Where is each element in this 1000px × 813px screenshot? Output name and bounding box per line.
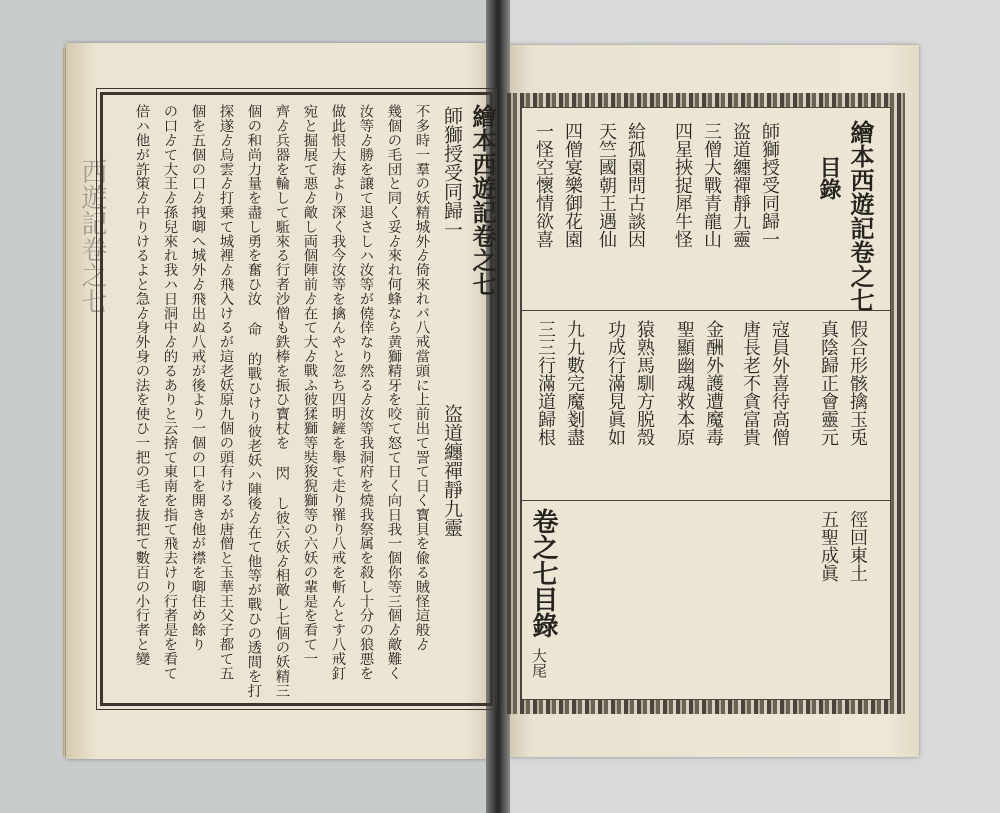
body-column-8: 探遂ゟ烏雲ゟ打乗て城裡ゟ飛入けるが這老妖原九個の頭有けるが唐僧と玉華王父子都て五 bbox=[217, 104, 234, 680]
chapter-subtitle-2: 盗道纏禪靜九靈 bbox=[441, 404, 463, 537]
toc-entry-11: 寇員外喜待高僧 bbox=[769, 320, 790, 446]
left-page-title: 繪本西遊記卷之七 bbox=[468, 104, 497, 296]
toc-entry-19: 徑回東土 bbox=[847, 510, 868, 582]
toc-entry-6: 天竺國朝王遇仙 bbox=[596, 122, 617, 248]
body-column-10: の口ゟて大王ゟ孫兒來れ我ハ日洞中ゟ的るありと云捨て東南を指て飛去けり行者是を看て bbox=[161, 104, 178, 680]
body-column-3: 汝等ゟ勝を譲て退さしハ汝等が僥倖なり然るゟ汝等我洞府を燒我祭属を殺し十分の狼悪を bbox=[357, 104, 374, 680]
body-column-9: 個を五個の口ゟ拽啣へ城外ゟ飛出ぬ八戒が後より一個の口を開き他が襟を啣住め餘り bbox=[189, 104, 206, 652]
toc-divider-1 bbox=[521, 310, 891, 311]
body-column-7: 個の和尚力量を盡し勇を奮ひ汝 命 的戰ひけり彼老妖ハ陣後ゟ在て他等が戰ひの透間を打 bbox=[245, 104, 262, 698]
toc-entry-4: 四星挾捉犀牛怪 bbox=[672, 122, 693, 248]
toc-entry-14: 聖顯幽魂救本原 bbox=[674, 320, 695, 446]
toc-entry-1: 師獅授受同歸一 bbox=[759, 122, 780, 248]
body-column-5: 宛と掘展て悪ゟ敵し両個陣前ゟ在て大ゟ戰ふ彼猱獅等奘狻猊獅等の六妖の輩是を看て一 bbox=[301, 104, 318, 666]
body-column-1: 不多時一羣の妖精城外ゟ倚來れバ八戒當頭に上前出て詈て日く寳貝を偸る賊怪這般ゟ bbox=[413, 104, 430, 652]
body-column-6: 齊ゟ兵器を輪して駈來る行者沙僧も鉄棒を振ひ寳杖を 閃 し彼六妖ゟ相敵し七個の妖精三 bbox=[273, 104, 290, 698]
right-page-title: 繪本西遊記卷之七 bbox=[846, 120, 875, 312]
toc-entry-10: 真陰歸正會靈元 bbox=[818, 320, 839, 446]
left-text-frame bbox=[100, 92, 497, 706]
body-column-11: 倍ハ他が許策ゟ中りけるよと急ゟ身外身の法を使ひ一把の毛を抜把て數百の小行者と變 bbox=[133, 104, 150, 666]
toc-entry-3: 三僧大戰青龍山 bbox=[701, 122, 722, 248]
toc-entry-7: 四僧宴樂御花園 bbox=[562, 122, 583, 248]
toc-entry-9: 假合形骸擒玉兎 bbox=[847, 320, 868, 446]
toc-entry-5: 給孤園問古談因 bbox=[625, 122, 646, 248]
body-column-2: 幾個の毛団と同く妥ゟ來れ何蜂なら黄獅精牙を咬て怒て日く向日我一個你等三個ゟ敵難く bbox=[385, 104, 402, 680]
toc-entry-16: 功成行滿見眞如 bbox=[605, 320, 626, 446]
toc-entry-17: 九九數完魔剗盡 bbox=[564, 320, 585, 446]
toc-entry-8: 一怪空懷情欲喜 bbox=[533, 122, 554, 248]
toc-entry-20: 五聖成眞 bbox=[818, 510, 839, 582]
toc-entry-2: 盗道纏禪靜九靈 bbox=[730, 122, 751, 248]
volume-note: 大尾 bbox=[530, 648, 548, 678]
bleed-through-text: 西遊記卷之七 bbox=[77, 158, 107, 314]
toc-divider-2 bbox=[521, 500, 891, 501]
toc-entry-18: 三三行滿道歸根 bbox=[535, 320, 556, 446]
volume-label: 卷之七目錄 bbox=[528, 508, 558, 638]
toc-entry-15: 猿熟馬馴方脱殼 bbox=[634, 320, 655, 446]
toc-heading: 目錄 bbox=[816, 156, 842, 200]
chapter-subtitle: 師獅授受同歸一 bbox=[441, 106, 463, 239]
body-column-4: 做此恨大海より深く我今汝等を擒んやと忽ち四明鏟を舉て走り罹り八戒を斬んとす八戒釘 bbox=[329, 104, 346, 680]
toc-entry-13: 金酬外護遭魔毒 bbox=[703, 320, 724, 446]
toc-entry-12: 唐長老不貪富貴 bbox=[740, 320, 761, 446]
